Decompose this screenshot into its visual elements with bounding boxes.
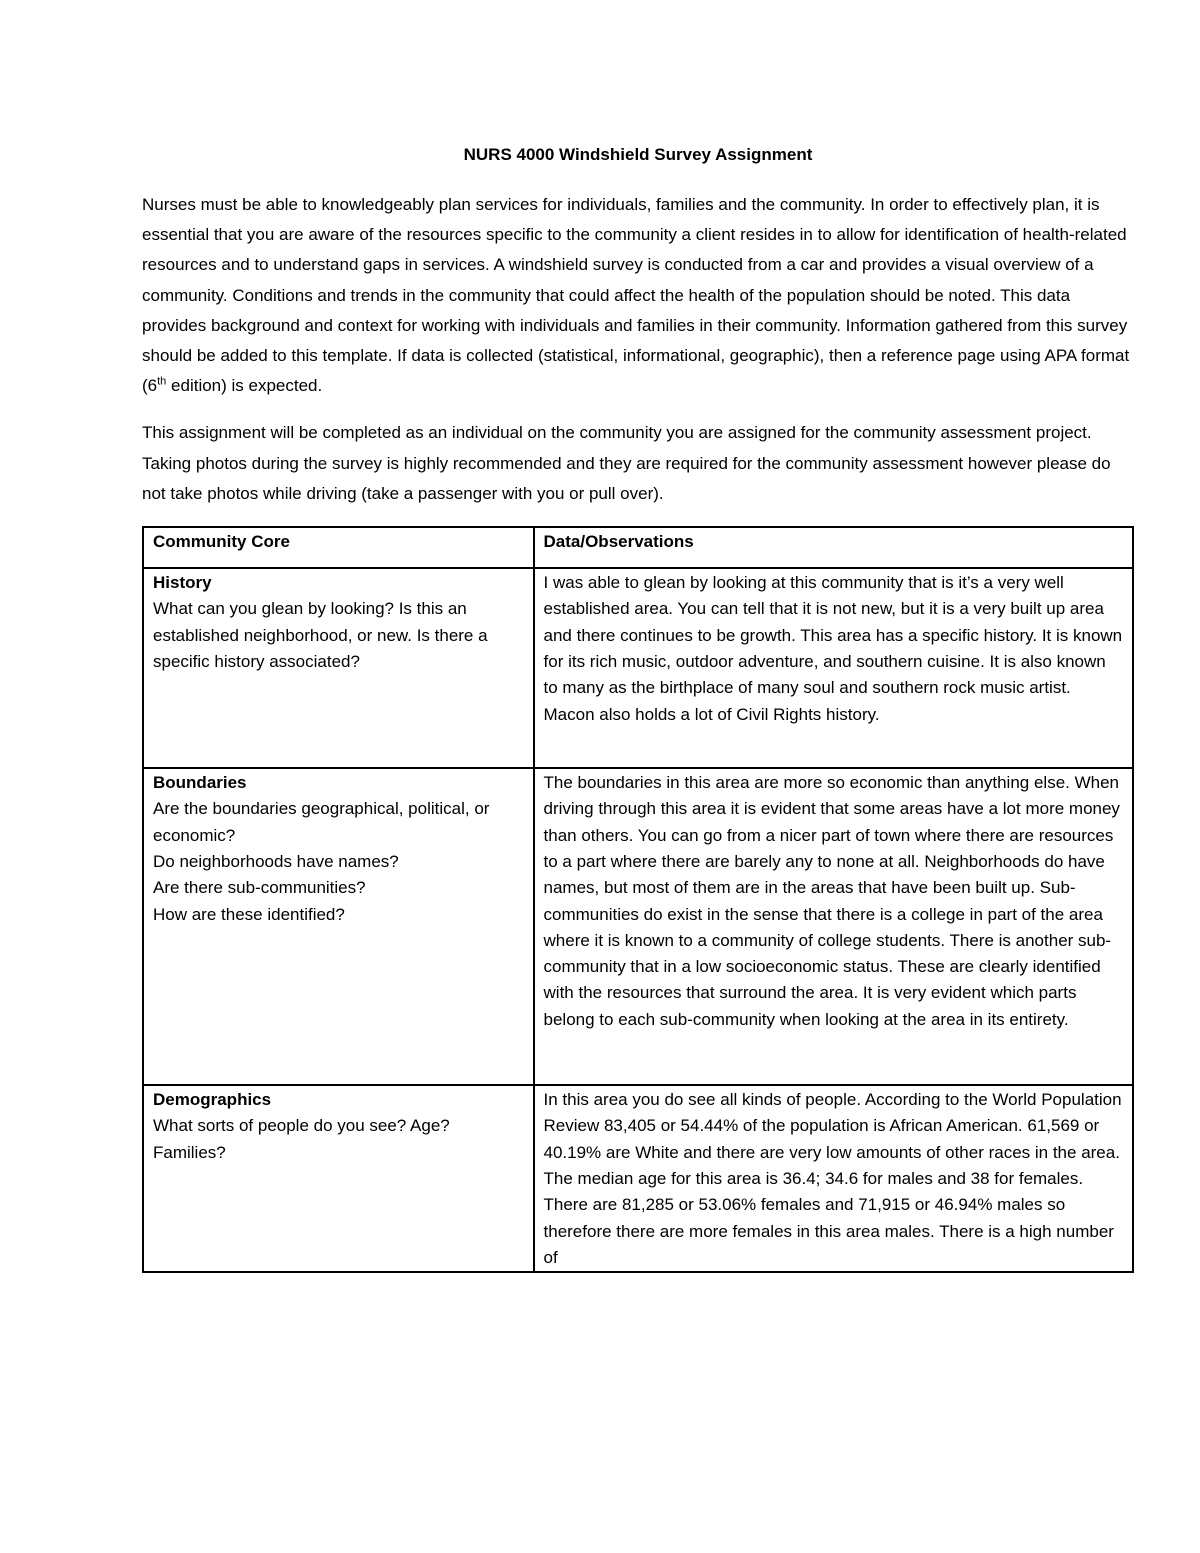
document-title: NURS 4000 Windshield Survey Assignment: [463, 145, 813, 164]
document-page: [142, 140, 1134, 1273]
table-row-demographics: [143, 1085, 1133, 1272]
history-topic: History: [153, 573, 212, 593]
demographics-question: What sorts of people do you see? Age? Families?: [153, 1116, 450, 1162]
boundaries-question: Are the boundaries geographical, political, or economic?: [153, 799, 490, 845]
header-community-core: Community Core: [143, 527, 534, 568]
boundaries-question: Are there sub-communities?: [153, 878, 366, 898]
history-observations: I was able to glean by looking at this community that is it’s a very well established area. You can tell that it is not new, but it is a very built up area and there continues to be growth. This area has a specific history. It is known for its rich music, outdoor adventure, and southern cuisine. It is also known to many as the birthplace of many soul and southern rock music artist. Macon also holds a lot of Civil Rights history.: [534, 568, 1133, 768]
boundaries-core-cell: [143, 768, 534, 1085]
boundaries-topic: Boundaries: [153, 773, 247, 793]
demographics-topic: Demographics: [153, 1090, 272, 1110]
boundaries-question: Do neighborhoods have names?: [153, 851, 399, 871]
intro-paragraph: [142, 190, 1134, 401]
history-core-cell: [143, 568, 534, 768]
demographics-core-cell: [143, 1085, 534, 1272]
edition-superscript: th: [157, 375, 167, 388]
assignment-paragraph: This assignment will be completed as an individual on the community you are assigned for the community assessment project. Taking photos during the survey is highly recommended and they are required for the community assessment however please do not take photos while driving (take a passenger with you or pull over).: [142, 423, 1111, 503]
table-row-boundaries: [143, 768, 1133, 1085]
demographics-observations: In this area you do see all kinds of people. According to the World Population Review 83,405 or 54.44% of the population is African American. 61,569 or 40.19% are White and there are very low amounts of other races in the area. The median age for this area is 36.4; 34.6 for males and 38 for females. There are 81,285 or 53.06% females and 71,915 or 46.94% males so therefore there are more females in this area males. There is a high number of: [534, 1085, 1133, 1272]
table-row-history: [143, 568, 1133, 768]
intro-text-end: edition) is expected.: [166, 376, 323, 396]
history-question: What can you glean by looking? Is this an established neighborhood, or new. Is there a specific history associated?: [153, 599, 488, 671]
boundaries-observations: The boundaries in this area are more so economic than anything else. When driving through this area it is evident that some areas have a lot more money than others. You can go from a nicer part of town where there are resources to a part where there are barely any to none at all. Neighborhoods do have names, but most of them are in the areas that have been built up. Sub-communities do exist in the sense that there is a college in part of the area where it is known to a community of college students. There is another sub-community that in a low socioeconomic status. These are clearly identified with the resources that surround the area. It is very evident which parts belong to each sub-community when looking at the area in its entirety.: [534, 768, 1133, 1085]
intro-text: Nurses must be able to knowledgeably plan services for individuals, families and the community. In order to effectively plan, it is essential that you are aware of the resources specific to the community a client resides in to allow for identification of health-related resources and to understand gaps in services. A windshield survey is conducted from a car and provides a visual overview of a community. Conditions and trends in the community that could affect the health of the population should be noted. This data provides background and context for working with individuals and families in their community. Information gathered from this survey should be added to this template. If data is collected (statistical, informational, geographic), then a reference page using APA format (6: [142, 195, 1130, 396]
table-header-row: [143, 527, 1133, 568]
boundaries-question: How are these identified?: [153, 904, 345, 924]
windshield-survey-table: [142, 526, 1134, 1273]
header-data-observations: Data/Observations: [534, 527, 1133, 568]
